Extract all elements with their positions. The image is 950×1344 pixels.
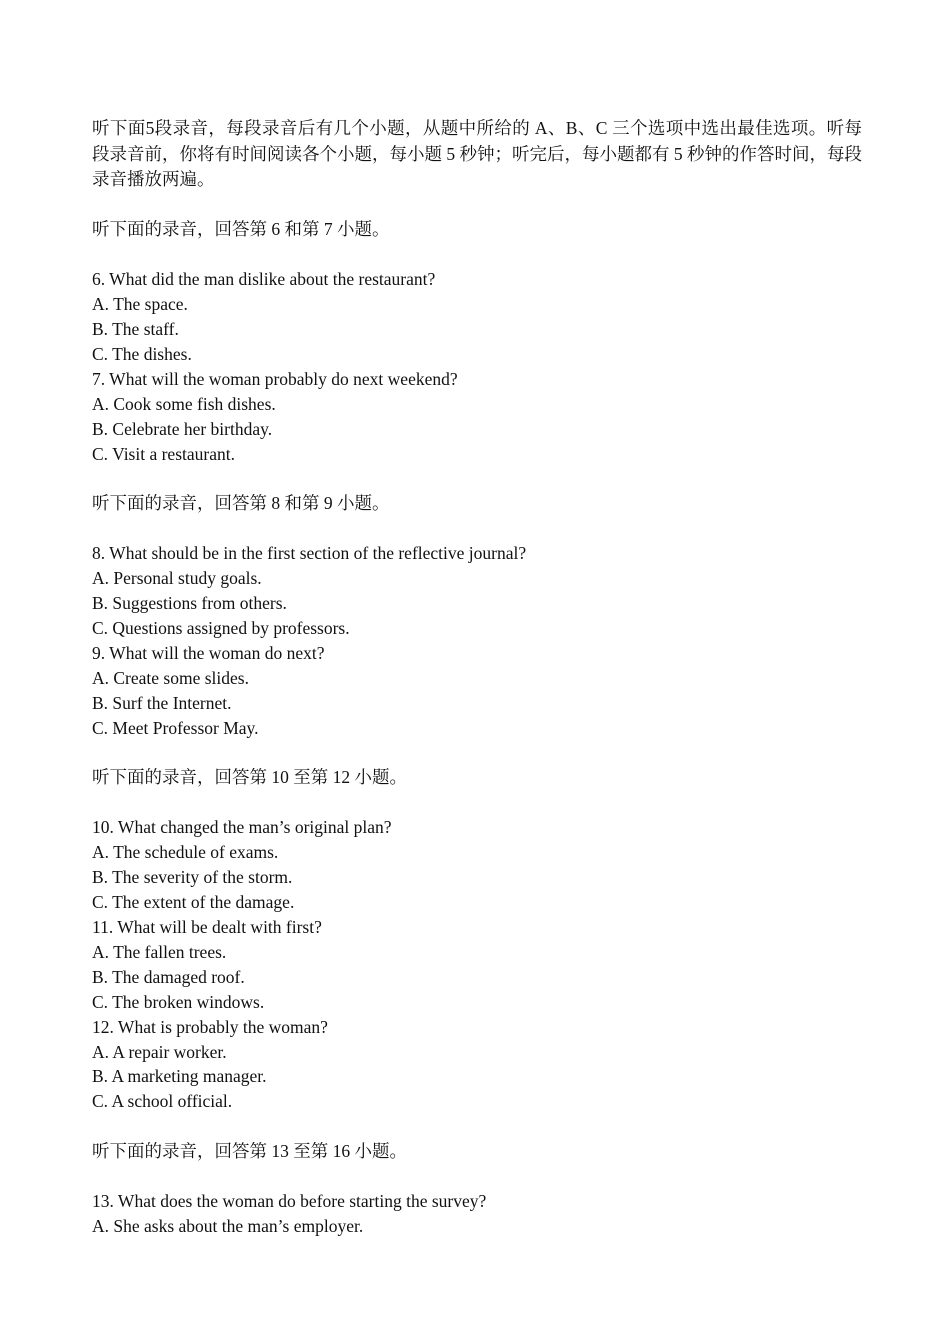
answer-option: A. The fallen trees. (92, 941, 227, 962)
answer-option: B. The staff. (92, 319, 179, 340)
section-heading: 听下面的录音，回答第 8 和第 9 小题。 (92, 493, 390, 514)
document-page (92, 116, 862, 1239)
question-text: 13. What does the woman do before starting the survey? (92, 1191, 487, 1211)
answer-option: C. The broken windows. (92, 991, 265, 1012)
section-heading: 听下面的录音，回答第 13 至第 16 小题。 (92, 1141, 407, 1162)
answer-option: C. A school official. (92, 1091, 233, 1112)
answer-option: B. The severity of the storm. (92, 867, 293, 888)
spacer (92, 790, 862, 815)
answer-option: A. A repair worker. (92, 1041, 227, 1062)
spacer (92, 1164, 862, 1189)
answer-option: C. Meet Professor May. (92, 717, 259, 738)
spacer (92, 741, 862, 766)
answer-option: C. The dishes. (92, 344, 192, 364)
answer-option: B. A marketing manager. (92, 1066, 267, 1087)
answer-option: C. Visit a restaurant. (92, 443, 235, 464)
answer-option: A. She asks about the man’s employer. (92, 1215, 364, 1236)
answer-option: B. Suggestions from others. (92, 593, 287, 614)
answer-option: B. The damaged roof. (92, 966, 245, 987)
answer-option: A. The schedule of exams. (92, 842, 279, 863)
spacer (92, 467, 862, 492)
spacer (92, 242, 862, 267)
answer-option: B. Celebrate her birthday. (92, 418, 273, 439)
answer-option: A. Personal study goals. (92, 568, 262, 589)
sections-container (92, 217, 862, 1238)
answer-option: A. Cook some fish dishes. (92, 393, 276, 414)
answer-option: B. Surf the Internet. (92, 692, 232, 713)
answer-option: A. The space. (92, 294, 188, 315)
question-text: 6. What did the man dislike about the restaurant? (92, 269, 436, 290)
spacer (92, 193, 862, 218)
answer-option: A. Create some slides. (92, 667, 249, 688)
section-heading: 听下面的录音，回答第 10 至第 12 小题。 (92, 767, 407, 788)
question-text: 8. What should be in the first section of the reflective journal? (92, 543, 527, 564)
question-text: 10. What changed the man’s original plan? (92, 817, 392, 838)
answer-option: C. The extent of the damage. (92, 892, 295, 913)
spacer (92, 1114, 862, 1139)
answer-option: C. Questions assigned by professors. (92, 618, 350, 639)
section-heading: 听下面的录音，回答第 6 和第 7 小题。 (92, 219, 390, 240)
question-text: 11. What will be dealt with first? (92, 916, 322, 937)
question-text: 9. What will the woman do next? (92, 642, 325, 663)
question-text: 12. What is probably the woman? (92, 1016, 328, 1037)
instructions-paragraph: 听下面5段录音，每段录音后有几个小题，从题中所给的 A、B、C 三个选项中选出最佳选项。听每段录音前，你将有时间阅读各个小题，每小题 5 秒钟；听完后，每小题都有 5 秒钟的作答时间，每段录音播放两遍。 (92, 118, 862, 189)
spacer (92, 516, 862, 541)
question-text: 7. What will the woman probably do next weekend? (92, 368, 458, 389)
